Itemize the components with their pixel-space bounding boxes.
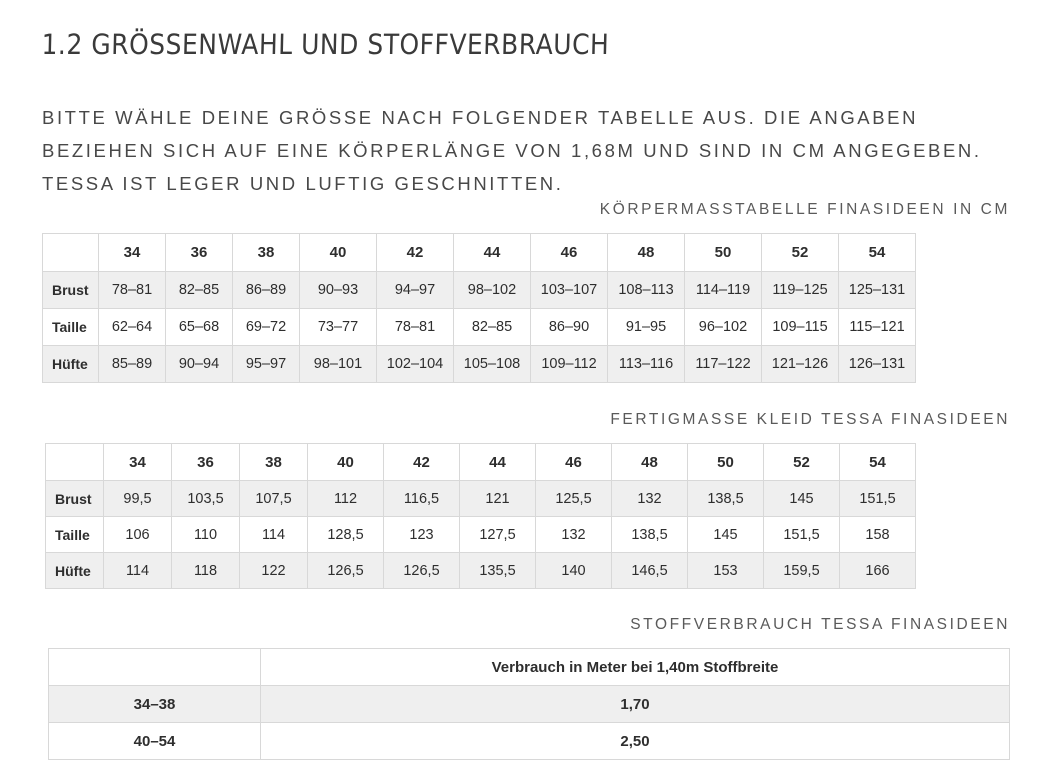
row-header-huefte: Hüfte: [43, 346, 99, 383]
cell: 126,5: [384, 553, 460, 589]
cell: 99,5: [104, 481, 172, 517]
row-header-taille: Taille: [46, 517, 104, 553]
column-header-54: 54: [840, 444, 916, 481]
cell: 145: [688, 517, 764, 553]
column-header-38: 38: [240, 444, 308, 481]
cell: 159,5: [764, 553, 840, 589]
cell: 108–113: [608, 272, 685, 309]
table-row: [46, 481, 916, 517]
table-row: [43, 346, 916, 383]
table-row: [49, 686, 1010, 723]
column-header-48: 48: [608, 234, 685, 272]
column-header-46: 46: [536, 444, 612, 481]
row-header-brust: Brust: [46, 481, 104, 517]
cell: 135,5: [460, 553, 536, 589]
cell: 158: [840, 517, 916, 553]
column-header-consumption: Verbrauch in Meter bei 1,40m Stoffbreite: [261, 649, 1010, 686]
cell: 98–101: [300, 346, 377, 383]
cell: 146,5: [612, 553, 688, 589]
column-header-54: 54: [839, 234, 916, 272]
cell: 145: [764, 481, 840, 517]
column-header-50: 50: [685, 234, 762, 272]
column-header-48: 48: [612, 444, 688, 481]
column-header-36: 36: [172, 444, 240, 481]
column-header-38: 38: [233, 234, 300, 272]
cell: 78–81: [99, 272, 166, 309]
cell-consumption-40-54: 2,50: [261, 723, 1010, 760]
cell: 90–93: [300, 272, 377, 309]
caption-body-measurements: KÖRPERMASSTABELLE FINASIDEEN IN CM: [599, 201, 1010, 218]
cell: 140: [536, 553, 612, 589]
cell: 105–108: [454, 346, 531, 383]
cell: 126–131: [839, 346, 916, 383]
cell: 166: [840, 553, 916, 589]
cell: 82–85: [454, 309, 531, 346]
cell: 151,5: [840, 481, 916, 517]
cell: 82–85: [166, 272, 233, 309]
table-header-row: [46, 444, 916, 481]
table-row: [49, 723, 1010, 760]
column-header-50: 50: [688, 444, 764, 481]
cell: 118: [172, 553, 240, 589]
cell: 103,5: [172, 481, 240, 517]
cell: 95–97: [233, 346, 300, 383]
column-header-40: 40: [300, 234, 377, 272]
cell: 123: [384, 517, 460, 553]
cell: 115–121: [839, 309, 916, 346]
cell: 116,5: [384, 481, 460, 517]
column-header-46: 46: [531, 234, 608, 272]
column-header-36: 36: [166, 234, 233, 272]
row-header-huefte: Hüfte: [46, 553, 104, 589]
cell: 132: [536, 517, 612, 553]
table-row: [46, 553, 916, 589]
row-header-taille: Taille: [43, 309, 99, 346]
row-header-brust: Brust: [43, 272, 99, 309]
column-header-44: 44: [454, 234, 531, 272]
cell: 114: [240, 517, 308, 553]
cell: 91–95: [608, 309, 685, 346]
cell: 62–64: [99, 309, 166, 346]
column-header-34: 34: [104, 444, 172, 481]
cell: 107,5: [240, 481, 308, 517]
table-finished-measurements: [45, 443, 916, 589]
cell: 112: [308, 481, 384, 517]
cell: 102–104: [377, 346, 454, 383]
cell: 153: [688, 553, 764, 589]
intro-paragraph: BITTE WÄHLE DEINE GRÖSSE NACH FOLGENDER TABELLE AUS. DIE ANGABEN BEZIEHEN SICH AUF EINE KÖRPERLÄNGE VON 1,68M UND SIND IN CM ANGEGEBEN. TESSA IST LEGER UND LUFTIG GESCHNITTEN.: [42, 106, 982, 194]
cell: 73–77: [300, 309, 377, 346]
cell: 109–115: [762, 309, 839, 346]
cell: 151,5: [764, 517, 840, 553]
cell: 119–125: [762, 272, 839, 309]
page-title: 1.2 GRÖSSENWAHL UND STOFFVERBRAUCH: [41, 28, 610, 61]
cell: 126,5: [308, 553, 384, 589]
column-header-44: 44: [460, 444, 536, 481]
table-row: [43, 272, 916, 309]
table-header-row: [49, 649, 1010, 686]
table-row: [43, 309, 916, 346]
table-corner-cell: [43, 234, 99, 272]
table-fabric-usage: [48, 648, 1010, 760]
cell: 110: [172, 517, 240, 553]
caption-finished-measurements: FERTIGMASSE KLEID TESSA FINASIDEEN: [610, 411, 1010, 428]
table-corner-cell: [46, 444, 104, 481]
cell: 121–126: [762, 346, 839, 383]
cell: 138,5: [612, 517, 688, 553]
cell: 69–72: [233, 309, 300, 346]
cell: 90–94: [166, 346, 233, 383]
column-header-52: 52: [762, 234, 839, 272]
cell: 125,5: [536, 481, 612, 517]
column-header-42: 42: [384, 444, 460, 481]
column-header-34: 34: [99, 234, 166, 272]
cell: 98–102: [454, 272, 531, 309]
cell: 96–102: [685, 309, 762, 346]
cell: 127,5: [460, 517, 536, 553]
cell: 94–97: [377, 272, 454, 309]
table-header-row: [43, 234, 916, 272]
row-header-sizes-40-54: 40–54: [49, 723, 261, 760]
cell: 125–131: [839, 272, 916, 309]
cell: 85–89: [99, 346, 166, 383]
table-row: [46, 517, 916, 553]
cell: 106: [104, 517, 172, 553]
column-header-40: 40: [308, 444, 384, 481]
cell: 78–81: [377, 309, 454, 346]
cell: 121: [460, 481, 536, 517]
cell: 122: [240, 553, 308, 589]
cell: 114: [104, 553, 172, 589]
cell-consumption-34-38: 1,70: [261, 686, 1010, 723]
cell: 86–89: [233, 272, 300, 309]
cell: 117–122: [685, 346, 762, 383]
cell: 138,5: [688, 481, 764, 517]
cell: 109–112: [531, 346, 608, 383]
cell: 128,5: [308, 517, 384, 553]
cell: 103–107: [531, 272, 608, 309]
column-header-52: 52: [764, 444, 840, 481]
table-body-measurements: [42, 233, 916, 383]
caption-fabric-usage: STOFFVERBRAUCH TESSA FINASIDEEN: [630, 616, 1010, 633]
cell: 65–68: [166, 309, 233, 346]
cell: 86–90: [531, 309, 608, 346]
table-corner-cell: [49, 649, 261, 686]
column-header-42: 42: [377, 234, 454, 272]
cell: 132: [612, 481, 688, 517]
cell: 113–116: [608, 346, 685, 383]
row-header-sizes-34-38: 34–38: [49, 686, 261, 723]
cell: 114–119: [685, 272, 762, 309]
